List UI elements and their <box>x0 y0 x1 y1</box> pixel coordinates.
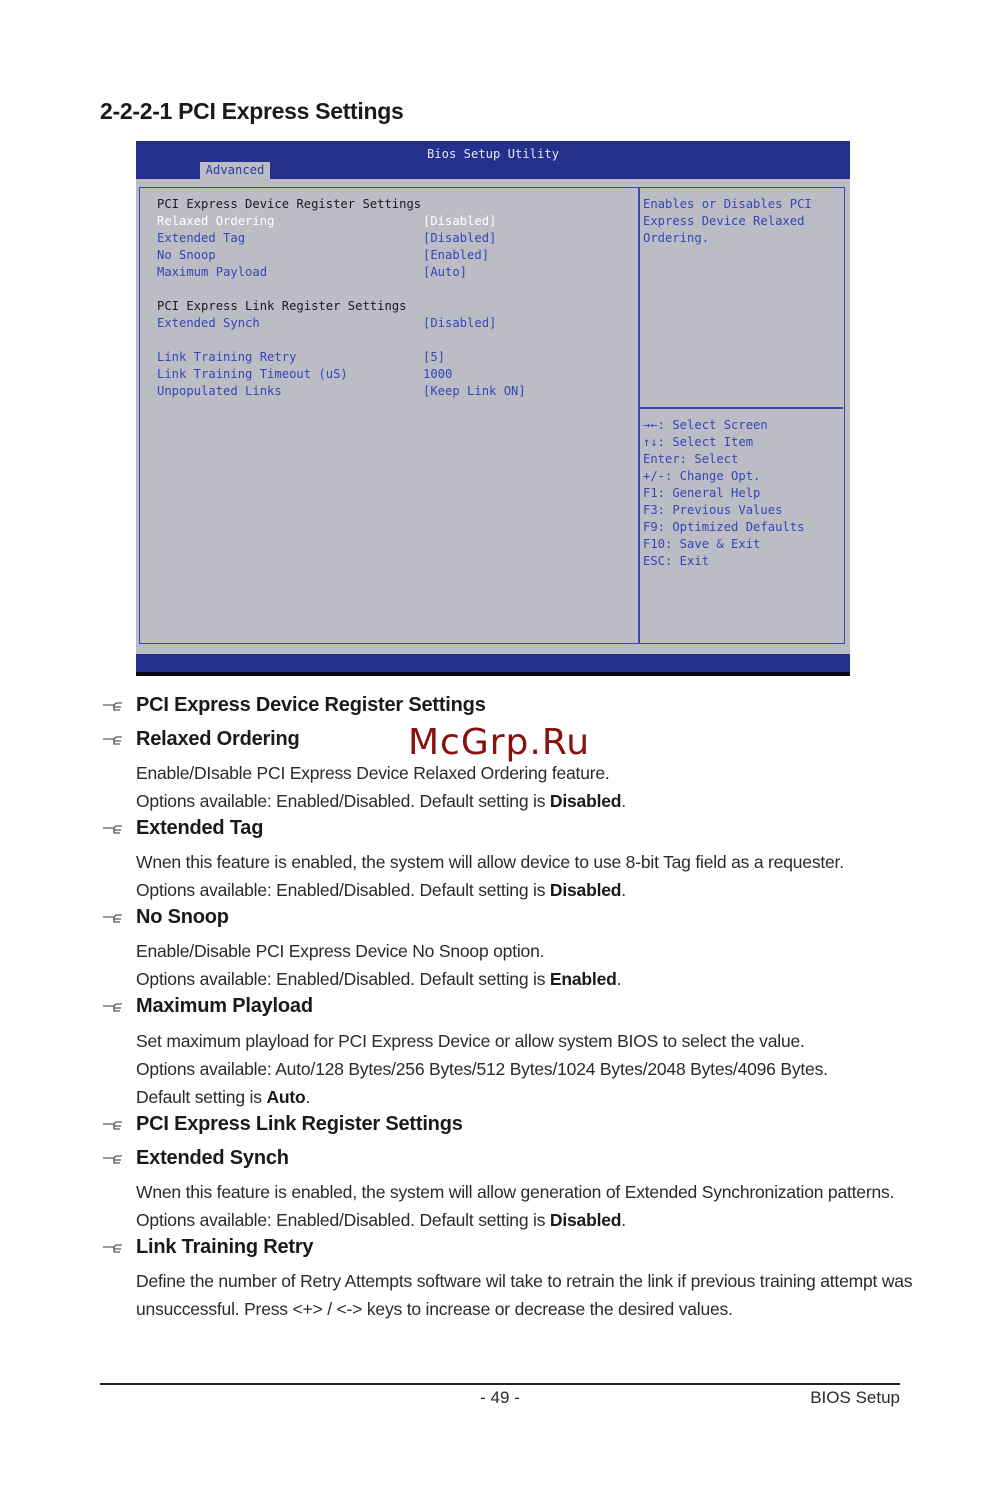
options-line: Options available: Enabled/Disabled. Default setting is Disabled. <box>136 1210 626 1230</box>
bios-item-link-training-retry[interactable]: Link Training Retry <box>157 350 297 364</box>
bios-value-link-training-timeout[interactable]: 1000 <box>423 367 453 381</box>
heading-pci-device-register-settings: PCI Express Device Register Settings <box>136 694 486 716</box>
section-title: 2-2-2-1 PCI Express Settings <box>100 98 404 124</box>
options-line: Options available: Enabled/Disabled. Default setting is Disabled. <box>136 880 626 900</box>
bios-item-no-snoop[interactable]: No Snoop <box>157 248 216 262</box>
pointing-hand-icon <box>102 1119 124 1131</box>
bios-value-maximum-payload[interactable]: [Auto] <box>423 265 468 279</box>
bios-value-extended-tag[interactable]: [Disabled] <box>423 231 497 245</box>
paragraph-line: Set maximum playload for PCI Express Device or allow system BIOS to select the value. <box>136 1031 805 1051</box>
paragraph-line: Wnen this feature is enabled, the system will allow generation of Extended Synchronization patterns. <box>136 1182 895 1202</box>
bios-screenshot <box>136 141 850 676</box>
heading-link-training-retry: Link Training Retry <box>136 1236 314 1258</box>
bios-item-unpopulated-links[interactable]: Unpopulated Links <box>157 384 282 398</box>
heading-relaxed-ordering: Relaxed Ordering <box>136 728 300 750</box>
text-extended-tag <box>136 848 844 904</box>
pointing-hand-icon <box>102 1001 124 1013</box>
options-text: Options available: Enabled/Disabled. Default setting is <box>136 969 550 989</box>
heading-extended-tag: Extended Tag <box>136 817 264 839</box>
options-text: Options available: Enabled/Disabled. Default setting is <box>136 1210 550 1230</box>
options-line: Default setting is Auto. <box>136 1087 311 1107</box>
text-link-training-retry <box>136 1267 912 1323</box>
bios-group-device-settings: PCI Express Device Register Settings <box>157 197 422 211</box>
default-value: Enabled <box>549 969 617 989</box>
paragraph-line: Enable/DIsable PCI Express Device Relaxed Ordering feature. <box>136 763 610 783</box>
bios-help-divider <box>640 407 843 409</box>
heading-maximum-playload: Maximum Playload <box>136 995 313 1017</box>
pointing-hand-icon <box>102 700 124 712</box>
bios-frame <box>139 187 845 644</box>
pointing-hand-icon <box>102 912 124 924</box>
bios-value-relaxed-ordering[interactable]: [Disabled] <box>423 214 497 228</box>
bios-item-extended-tag[interactable]: Extended Tag <box>157 231 246 245</box>
bios-panel-divider <box>638 187 640 644</box>
options-text: Options available: Enabled/Disabled. Default setting is <box>136 880 550 900</box>
bios-key-enter: Enter: Select <box>643 452 739 466</box>
paragraph-line: unsuccessful. Press <+> / <-> keys to increase or decrease the desired values. <box>136 1299 733 1319</box>
bios-status-bar <box>136 654 850 672</box>
paragraph-line: Define the number of Retry Attempts software wil take to retrain the link if previous training attempt was <box>136 1271 913 1291</box>
pointing-hand-icon <box>102 1153 124 1165</box>
bios-key-select-item: ↑↓: Select Item <box>643 435 754 449</box>
bios-help-text-line: Express Device Relaxed <box>643 214 805 228</box>
default-value: Disabled <box>549 791 622 811</box>
paragraph-line: Wnen this feature is enabled, the system will allow device to use 8-bit Tag field as a requester. <box>136 852 844 872</box>
footer-rule <box>100 1383 900 1385</box>
pointing-hand-icon <box>102 823 124 835</box>
text-no-snoop <box>136 937 621 993</box>
pointing-hand-icon <box>102 1242 124 1254</box>
bios-key-general-help: F1: General Help <box>643 486 761 500</box>
heading-extended-synch: Extended Synch <box>136 1147 289 1169</box>
bios-value-unpopulated-links[interactable]: [Keep Link ON] <box>423 384 526 398</box>
bios-item-relaxed-ordering[interactable]: Relaxed Ordering <box>157 214 275 228</box>
watermark: McGrp.Ru <box>408 722 591 763</box>
bios-item-link-training-timeout[interactable]: Link Training Timeout (uS) <box>157 367 348 381</box>
bios-help-text-line: Enables or Disables PCI <box>643 197 812 211</box>
default-value: Disabled <box>549 1210 622 1230</box>
bios-value-extended-synch[interactable]: [Disabled] <box>423 316 497 330</box>
pointing-hand-icon <box>102 734 124 746</box>
bios-key-save-exit: F10: Save & Exit <box>643 537 761 551</box>
bios-key-change-opt: +/-: Change Opt. <box>643 469 761 483</box>
options-line: Options available: Enabled/Disabled. Default setting is Disabled. <box>136 791 626 811</box>
options-text: Options available: Enabled/Disabled. Default setting is <box>136 791 550 811</box>
bios-key-optimized-defaults: F9: Optimized Defaults <box>643 520 805 534</box>
options-line: Options available: Enabled/Disabled. Default setting is Enabled. <box>136 969 622 989</box>
bios-value-link-training-retry[interactable]: [5] <box>423 350 446 364</box>
bios-help-text-line: Ordering. <box>643 231 710 245</box>
bios-bottom-border <box>136 672 850 676</box>
heading-no-snoop: No Snoop <box>136 906 229 928</box>
paragraph-line: Options available: Auto/128 Bytes/256 Bytes/512 Bytes/1024 Bytes/2048 Bytes/4096 Bytes. <box>136 1059 828 1079</box>
bios-item-extended-synch[interactable]: Extended Synch <box>157 316 260 330</box>
text-relaxed-ordering <box>136 759 626 815</box>
paragraph-line: Enable/Disable PCI Express Device No Snoop option. <box>136 941 545 961</box>
bios-title: Bios Setup Utility <box>426 147 560 161</box>
default-value: Auto <box>266 1087 306 1107</box>
bios-title-bar <box>136 141 850 179</box>
text-maximum-playload <box>136 1027 828 1111</box>
bios-value-no-snoop[interactable]: [Enabled] <box>423 248 490 262</box>
options-text: Default setting is <box>136 1087 267 1107</box>
bios-item-maximum-payload[interactable]: Maximum Payload <box>157 265 268 279</box>
default-value: Disabled <box>549 880 622 900</box>
bios-key-exit: ESC: Exit <box>643 554 710 568</box>
bios-group-link-settings: PCI Express Link Register Settings <box>157 299 407 313</box>
bios-key-select-screen: →←: Select Screen <box>643 418 768 432</box>
text-extended-synch <box>136 1178 894 1234</box>
bios-tab-advanced[interactable]: Advanced <box>200 162 270 179</box>
page-number: - 49 - <box>480 1388 520 1407</box>
heading-pci-link-register-settings: PCI Express Link Register Settings <box>136 1113 463 1135</box>
bios-key-previous-values: F3: Previous Values <box>643 503 783 517</box>
footer-section-label: BIOS Setup <box>810 1388 900 1407</box>
